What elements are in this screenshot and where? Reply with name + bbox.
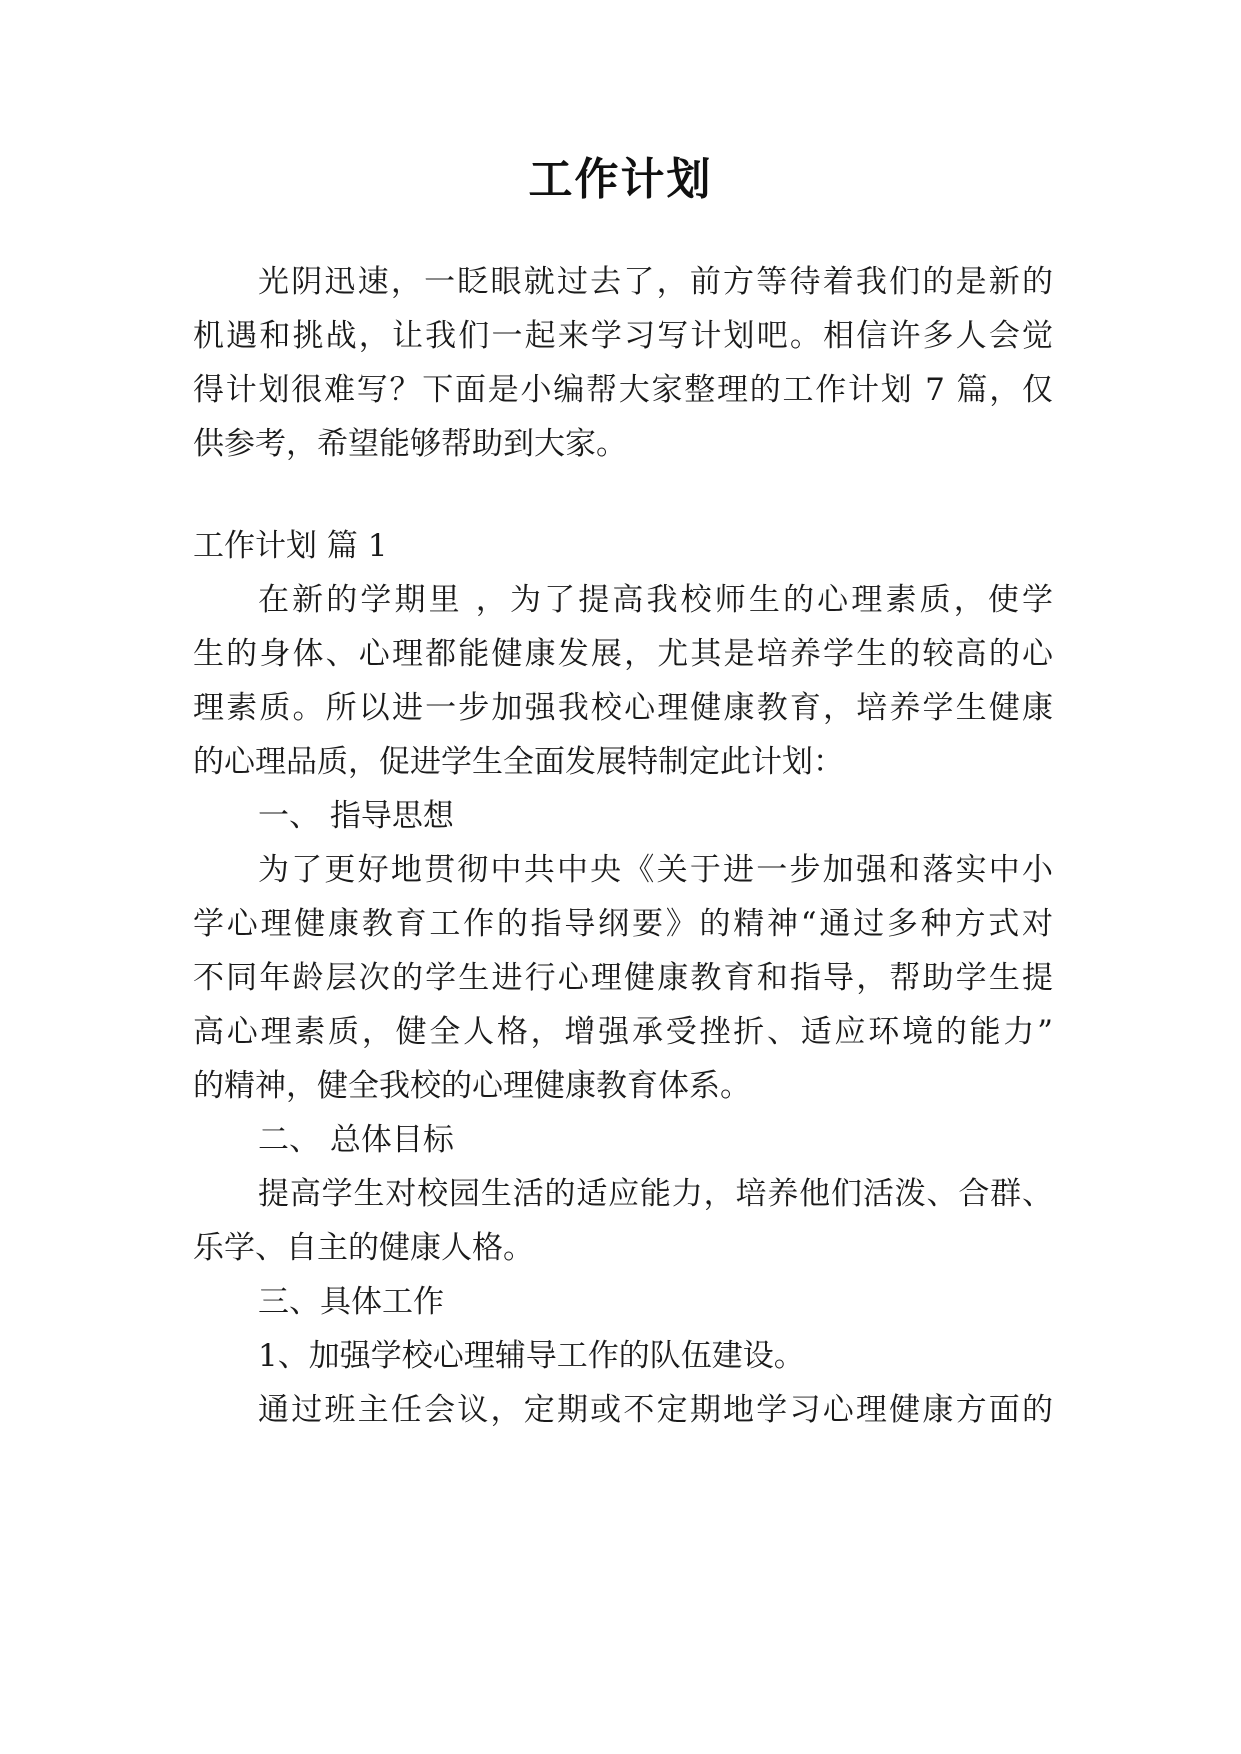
paragraph-line: 的精神，健全我校的心理健康教育体系。: [193, 1068, 751, 1104]
subheading-specific-work: 三、具体工作: [258, 1284, 444, 1320]
paragraph-line: 得计划很难写？下面是小编帮大家整理的工作计划 7 篇，仅: [193, 372, 1053, 408]
paragraph-line: 高心理素质，健全人格，增强承受挫折、适应环境的能力”: [193, 1014, 1053, 1050]
paragraph-line: 为了更好地贯彻中共中央《关于进一步加强和落实中小: [258, 852, 1053, 888]
paragraph-line: 生的身体、心理都能健康发展，尤其是培养学生的较高的心: [193, 636, 1053, 672]
paragraph-line: 供参考，希望能够帮助到大家。: [193, 426, 627, 462]
paragraph-line: 学心理健康教育工作的指导纲要》的精神“通过多种方式对: [193, 906, 1053, 942]
paragraph-line: 乐学、自主的健康人格。: [193, 1230, 534, 1266]
paragraph-line: 机遇和挑战，让我们一起来学习写计划吧。相信许多人会觉: [193, 318, 1053, 354]
paragraph-line: 提高学生对校园生活的适应能力，培养他们活泼、合群、: [258, 1176, 1053, 1212]
section-heading: 工作计划 篇 1: [193, 528, 388, 564]
paragraph-line: 通过班主任会议，定期或不定期地学习心理健康方面的: [258, 1392, 1053, 1428]
paragraph-line: 的心理品质，促进学生全面发展特制定此计划：: [193, 744, 844, 780]
paragraph-line: 光阴迅速，一眨眼就过去了，前方等待着我们的是新的: [258, 264, 1053, 300]
document-title: 工作计划: [528, 154, 713, 205]
paragraph-line: 在新的学期里 ，为了提高我校师生的心理素质，使学: [258, 582, 1053, 618]
paragraph-line: 不同年龄层次的学生进行心理健康教育和指导，帮助学生提: [193, 960, 1053, 996]
paragraph-line: 理素质。所以进一步加强我校心理健康教育，培养学生健康: [193, 690, 1053, 726]
subheading-overall-goal: 二、 总体目标: [258, 1122, 454, 1158]
list-item: 1、加强学校心理辅导工作的队伍建设。: [258, 1338, 805, 1374]
subheading-guiding-thought: 一、 指导思想: [258, 798, 454, 834]
